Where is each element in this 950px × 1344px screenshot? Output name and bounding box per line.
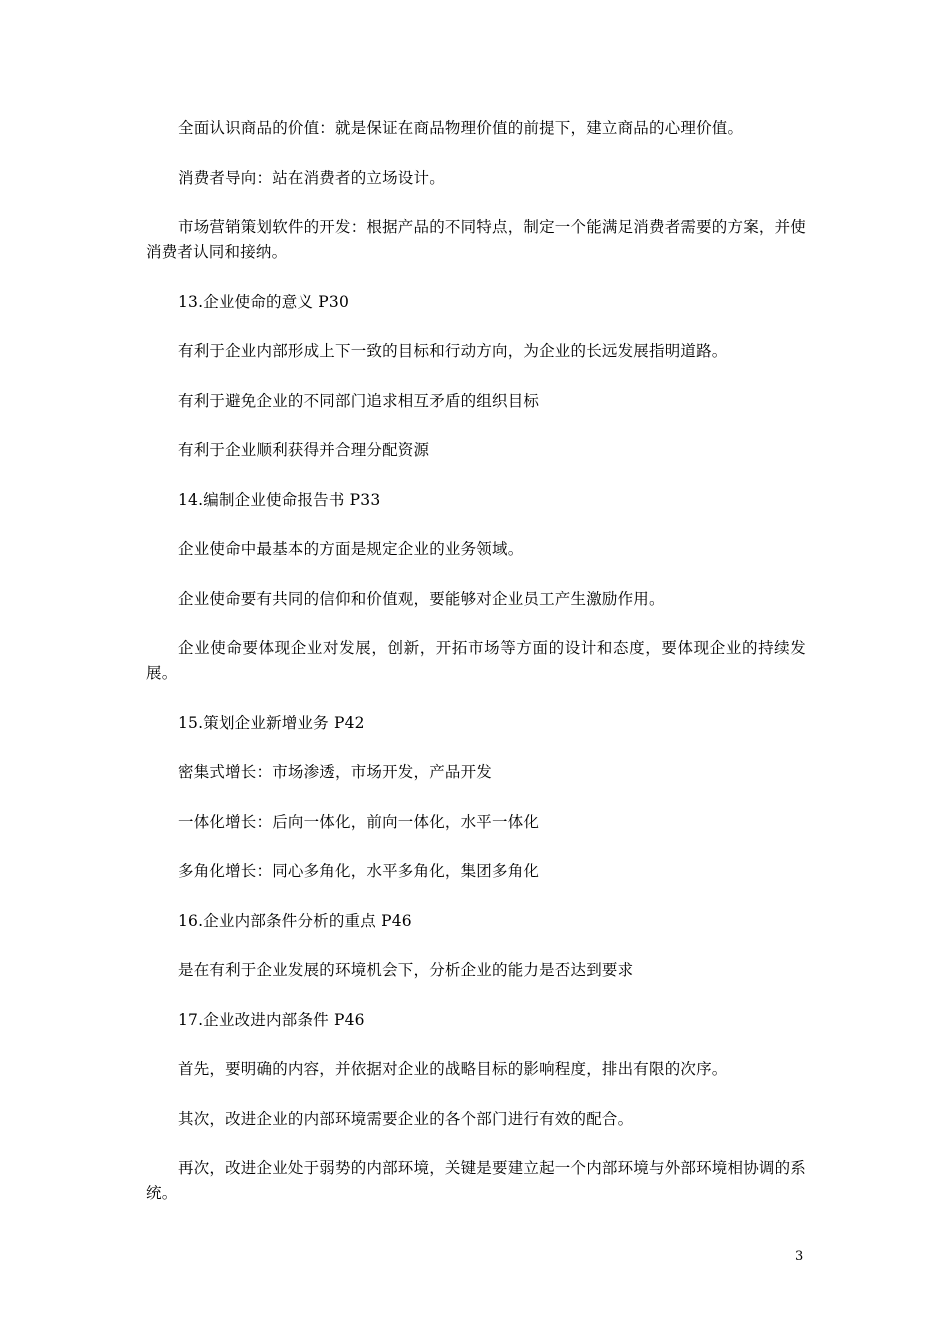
paragraph: 全面认识商品的价值：就是保证在商品物理价值的前提下，建立商品的心理价值。 — [178, 119, 744, 137]
paragraph: 是在有利于企业发展的环境机会下，分析企业的能力是否达到要求 — [178, 961, 634, 979]
paragraph: 再次，改进企业处于弱势的内部环境，关键是要建立起一个内部环境与外部环境相协调的系统。 — [146, 1159, 807, 1202]
section-heading: 13.企业使命的意义 P30 — [178, 292, 350, 311]
section-heading: 17.企业改进内部条件 P46 — [178, 1010, 365, 1029]
paragraph: 一体化增长：后向一体化，前向一体化，水平一体化 — [178, 812, 540, 831]
paragraph: 密集式增长：市场渗透，市场开发，产品开发 — [178, 763, 493, 781]
paragraph: 企业使命要有共同的信仰和价值观，要能够对企业员工产生激励作用。 — [178, 589, 665, 608]
paragraph: 消费者导向：站在消费者的立场设计。 — [178, 168, 445, 187]
paragraph: 其次，改进企业的内部环境需要企业的各个部门进行有效的配合。 — [178, 1109, 634, 1128]
paragraph: 有利于避免企业的不同部门追求相互矛盾的组织目标 — [178, 391, 540, 410]
paragraph: 首先，要明确的内容，并依据对企业的战略目标的影响程度，排出有限的次序。 — [178, 1060, 728, 1078]
section-heading: 16.企业内部条件分析的重点 P46 — [178, 911, 412, 930]
paragraph: 多角化增长：同心多角化，水平多角化，集团多角化 — [178, 862, 540, 880]
paragraph: 市场营销策划软件的开发：根据产品的不同特点，制定一个能满足消费者需要的方案，并使消费者认同和接纳。 — [146, 218, 807, 261]
document-body — [146, 116, 806, 1231]
section-heading: 14.编制企业使命报告书 P33 — [178, 490, 381, 509]
section-heading: 15.策划企业新增业务 P42 — [178, 713, 365, 732]
paragraph: 企业使命要体现企业对发展，创新，开拓市场等方面的设计和态度，要体现企业的持续发展。 — [146, 639, 806, 682]
paragraph: 有利于企业顺利获得并合理分配资源 — [178, 441, 430, 459]
paragraph: 企业使命中最基本的方面是规定企业的业务领域。 — [178, 540, 524, 558]
page-number: 3 — [795, 1249, 804, 1264]
paragraph: 有利于企业内部形成上下一致的目标和行动方向，为企业的长远发展指明道路。 — [178, 342, 728, 360]
